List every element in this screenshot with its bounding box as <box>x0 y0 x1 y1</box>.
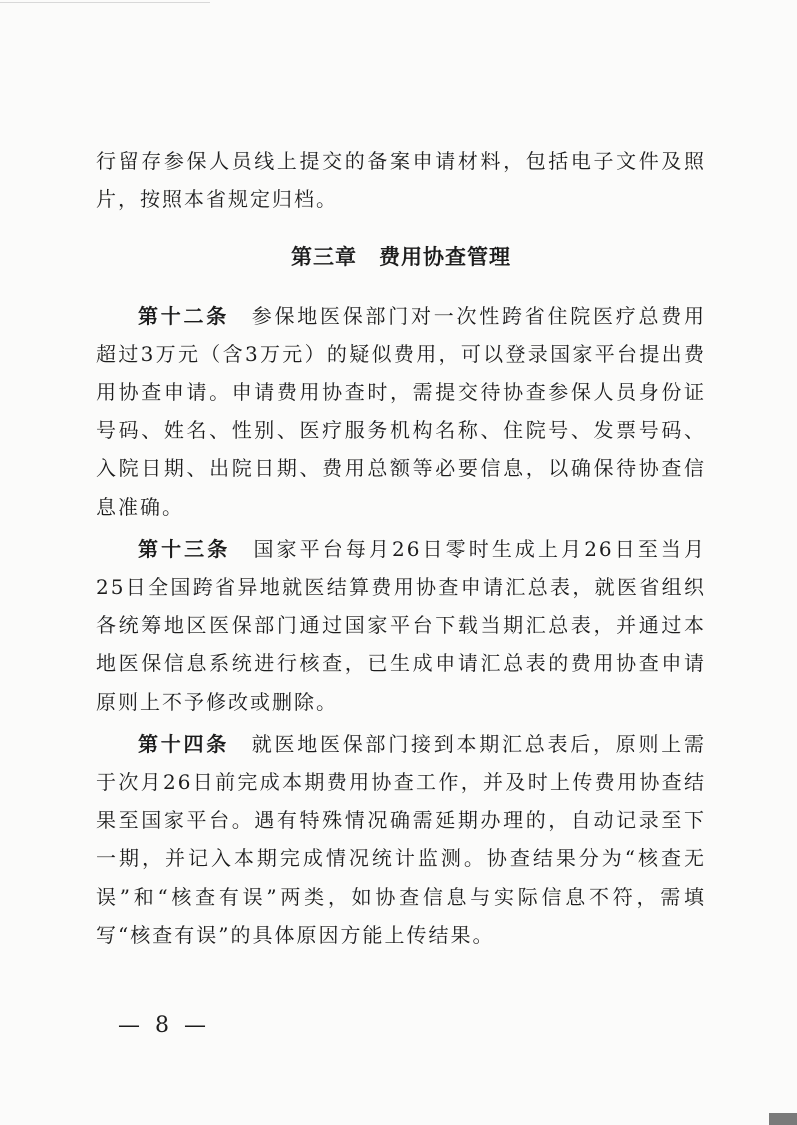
article-13-number: 第十三条 <box>138 536 231 561</box>
article-14-number: 第十四条 <box>138 731 229 756</box>
scan-edge-line <box>0 2 210 3</box>
scan-corner-mark <box>769 1113 797 1125</box>
article-13-text: 国家平台每月26日零时生成上月26日至当月25日全国跨省异地就医结算费用协查申请汇总表，就医省组织各统筹地区医保部门通过国家平台下载当期汇总表，并通过本地医保信息系统进行核查，已生成申请汇总表的费用协查申请原则上不予修改或删除。 <box>96 536 707 714</box>
continuation-paragraph: 行留存参保人员线上提交的备案申请材料，包括电子文件及照片，按照本省规定归档。 <box>96 149 706 212</box>
document-body <box>96 142 706 954</box>
article-14-paragraph <box>96 725 706 954</box>
article-12-paragraph <box>96 297 706 526</box>
article-12-text: 参保地医保部门对一次性跨省住院医疗总费用超过3万元（含3万元）的疑似费用，可以登录国家平台提出费用协查申请。申请费用协查时，需提交待协查参保人员身份证号码、姓名、性别、医疗服务机构名称、住院号、发票号码、入院日期、出院日期、费用总额等必要信息，以确保待协查信息准确。 <box>96 303 706 519</box>
chapter-number: 第三章 <box>291 245 357 270</box>
article-14-text: 就医地医保部门接到本期汇总表后，原则上需于次月26日前完成本期费用协查工作，并及时上传费用协查结果至国家平台。遇有特殊情况确需延期办理的，自动记录至下一期，并记入本期完成情况统计监测。协查结果分为“核查无误”和“核查有误”两类，如协查信息与实际信息不符，需填写“核查有误”的具体原因方能上传结果。 <box>96 731 706 947</box>
article-13-paragraph <box>96 530 706 721</box>
chapter-title: 费用协查管理 <box>379 245 511 270</box>
page-number: — 8 — <box>118 1013 210 1038</box>
chapter-heading <box>96 238 706 276</box>
article-12-number: 第十二条 <box>138 303 229 328</box>
